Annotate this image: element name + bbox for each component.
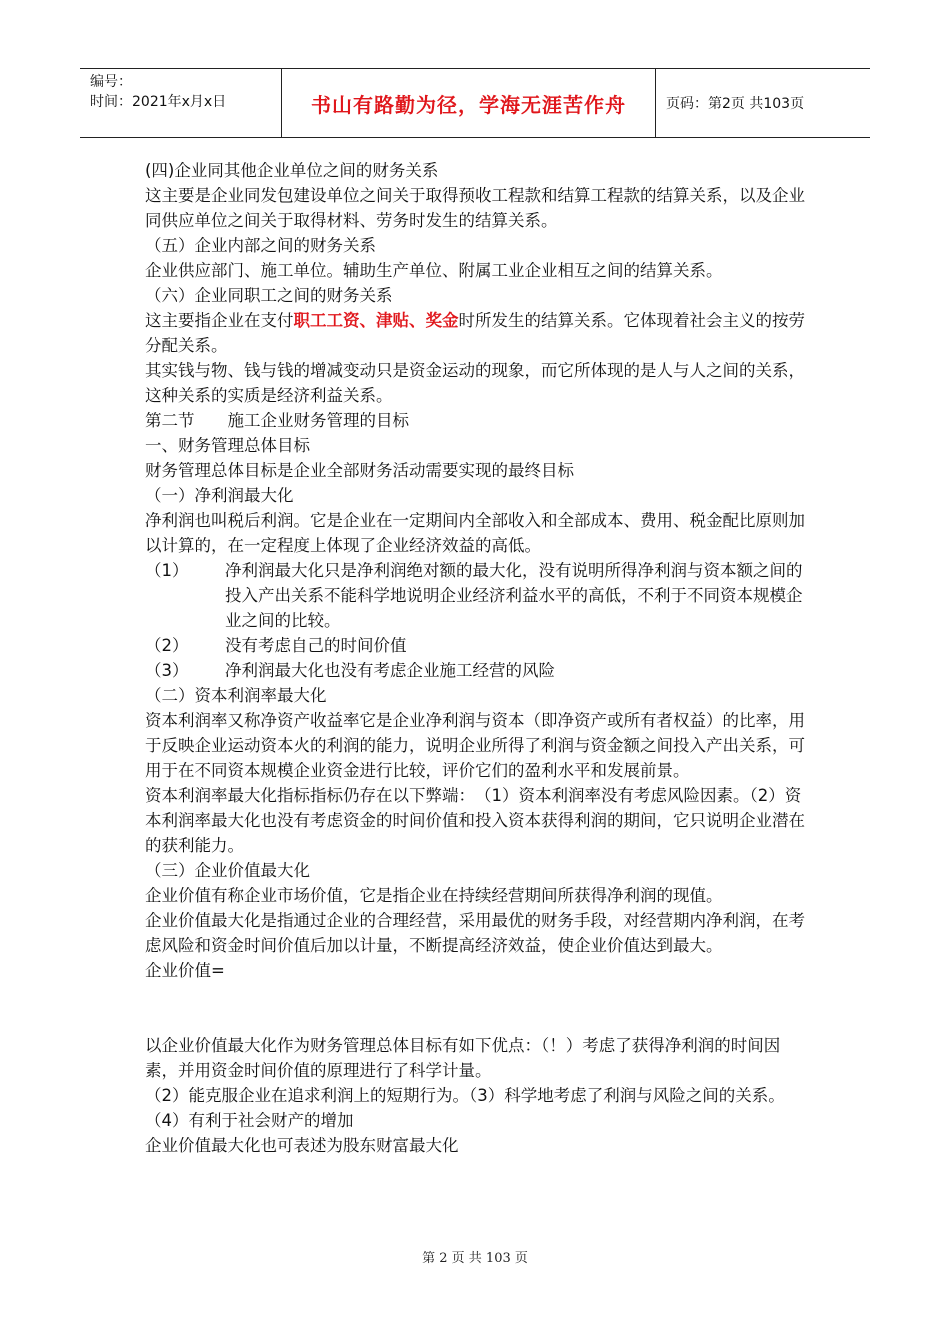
heading: （三）企业价值最大化 [145,861,310,880]
paragraph: 这主要指企业在支付职工工资、津贴、奖金时所发生的结算关系。它体现着社会主义的按劳分配关系。 [145,311,805,355]
document-body [145,158,810,1158]
paragraph: （2）能克服企业在追求利润上的短期行为。（3）科学地考虑了利润与风险之间的关系。（4）有利于社会财产的增加 [145,1086,785,1130]
paragraph: 其实钱与物、钱与钱的增减变动只是资金运动的现象，而它所体现的是人与人之间的关系，这种关系的实质是经济利益关系。 [145,361,805,405]
list-item: （2） 没有考虑自己的时间价值 [145,636,407,655]
header-page-cell [656,69,870,137]
paragraph: 以企业价值最大化作为财务管理总体目标有如下优点：（！）考虑了获得净利润的时间因素，并用资金时间价值的原理进行了科学计量。 [145,1036,781,1080]
section-title: 第二节 施工企业财务管理的目标 [145,411,409,430]
heading-section-6: （六）企业同职工之间的财务关系 [145,286,393,305]
paragraph: 企业价值最大化也可表述为股东财富最大化 [145,1136,459,1155]
header-meta [80,69,282,137]
heading-section-5: （五）企业内部之间的财务关系 [145,236,376,255]
formula-label: 企业价值= [145,961,225,980]
page-footer: 第 2 页 共 103 页 [422,1251,528,1266]
blank-space [145,983,810,1008]
paragraph: 财务管理总体目标是企业全部财务活动需要实现的最终目标 [145,461,574,480]
number-label: 编号： [90,74,132,90]
list-item: （3） 净利润最大化也没有考虑企业施工经营的风险 [145,661,555,680]
page-info: 页码：第2页 共103页 [666,96,805,112]
heading: 一、财务管理总体目标 [145,436,310,455]
paragraph: 企业供应部门、施工单位。辅助生产单位、附属工业企业相互之间的结算关系。 [145,261,723,280]
blank-space [145,1008,810,1033]
heading-section-4: (四)企业同其他企业单位之间的财务关系 [145,161,439,180]
time-label: 时间：2021年x月x日 [90,94,227,110]
paragraph: 企业价值有称企业市场价值，它是指企业在持续经营期间所获得净利润的现值。 [145,886,723,905]
header-motto-cell [282,69,656,137]
heading: （二）资本利润率最大化 [145,686,327,705]
heading: （一）净利润最大化 [145,486,294,505]
paragraph: 企业价值最大化是指通过企业的合理经营，采用最优的财务手段，对经营期内净利润，在考虑风险和资金时间价值后加以计量，不断提高经济效益，使企业价值达到最大。 [145,911,805,955]
list-item: （1） 净利润最大化只是净利润绝对额的最大化，没有说明所得净利润与资本额之间的投入产出关系不能科学地说明企业经济利益水平的高低，不利于不同资本规模企业之间的比较。 [145,561,803,630]
paragraph: 净利润也叫税后利润。它是企业在一定期间内全部收入和全部成本、费用、税金配比原则加以计算的，在一定程度上体现了企业经济效益的高低。 [145,511,805,555]
highlighted-text: 职工工资、津贴、奖金 [293,311,459,330]
page-header [80,68,870,138]
paragraph: 这主要是企业同发包建设单位之间关于取得预收工程款和结算工程款的结算关系，以及企业同供应单位之间关于取得材料、劳务时发生的结算关系。 [145,186,805,230]
motto: 书山有路勤为径，学海无涯苦作舟 [311,92,626,117]
paragraph: 资本利润率最大化指标指标仍存在以下弊端： （1）资本利润率没有考虑风险因素。（2）资本利润率最大化也没有考虑资金的时间价值和投入资本获得利润的期间，它只说明企业潜在的获利能力。 [145,786,805,855]
paragraph: 资本利润率又称净资产收益率它是企业净利润与资本（即净资产或所有者权益）的比率，用于反映企业运动资本火的利润的能力，说明企业所得了利润与资金额之间投入产出关系，可用于在不同资本规模企业资金进行比较，评价它们的盈利水平和发展前景。 [145,711,805,780]
